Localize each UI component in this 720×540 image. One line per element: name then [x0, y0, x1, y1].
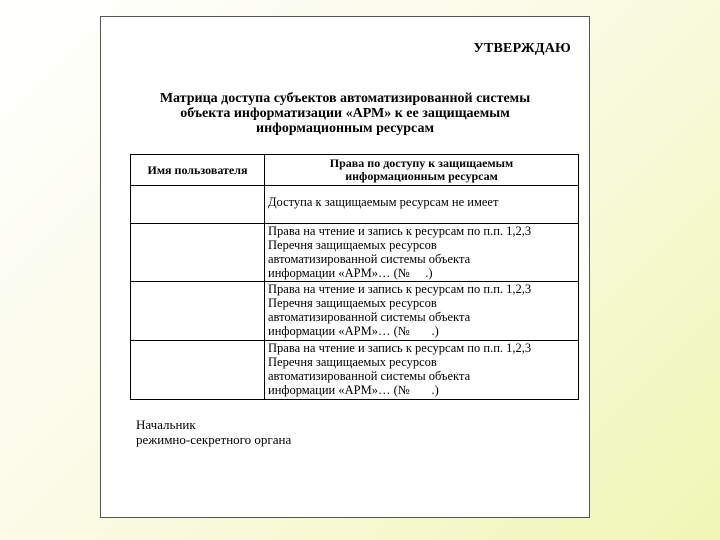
rights-line: Права на чтение и запись к ресурсам по п.п. 1,2,3	[268, 341, 532, 355]
title-line: Матрица доступа субъектов автоматизированной системы	[159, 91, 531, 106]
document-title	[115, 91, 575, 136]
rights-line: Перечня защищаемых ресурсов	[268, 296, 437, 310]
signatory-department: режимно-секретного органа	[136, 432, 292, 447]
table-row	[131, 341, 579, 400]
approve-stamp: УТВЕРЖДАЮ	[473, 41, 571, 56]
rights-line: Перечня защищаемых ресурсов	[268, 238, 437, 252]
rights-cell	[265, 224, 579, 282]
header-access-rights	[265, 155, 579, 186]
table-row	[131, 224, 579, 282]
title-line: информационным ресурсам	[256, 121, 434, 136]
user-cell	[131, 282, 265, 341]
rights-cell	[265, 282, 579, 341]
rights-line: информации «АРМ»… (№ .)	[268, 266, 433, 280]
rights-line: информации «АРМ»… (№ .)	[268, 383, 439, 397]
access-matrix-table	[130, 154, 579, 400]
table-row	[131, 186, 579, 224]
header-line: информационным ресурсам	[345, 169, 498, 183]
user-cell	[131, 341, 265, 400]
rights-line: Права на чтение и запись к ресурсам по п.п. 1,2,3	[268, 282, 532, 296]
table-row	[131, 282, 579, 341]
title-line: объекта информатизации «АРМ» к ее защищаемым	[180, 106, 510, 121]
rights-line: Права на чтение и запись к ресурсам по п.п. 1,2,3	[268, 224, 532, 238]
table-header-row	[131, 155, 579, 186]
rights-line: автоматизированной системы объекта	[268, 252, 471, 266]
header-line: Права по доступу к защищаемым	[329, 156, 514, 170]
rights-line: Перечня защищаемых ресурсов	[268, 355, 437, 369]
rights-cell	[265, 186, 579, 224]
signatory-title: Начальник	[136, 417, 196, 432]
user-cell	[131, 224, 265, 282]
document-page	[100, 16, 590, 518]
signature-block	[136, 417, 291, 447]
rights-line: Доступа к защищаемым ресурсам не имеет	[268, 195, 499, 209]
rights-line: автоматизированной системы объекта	[268, 310, 471, 324]
header-user-name: Имя пользователя	[131, 155, 265, 186]
user-cell	[131, 186, 265, 224]
rights-line: информации «АРМ»… (№ .)	[268, 324, 439, 338]
rights-line: автоматизированной системы объекта	[268, 369, 471, 383]
rights-cell	[265, 341, 579, 400]
